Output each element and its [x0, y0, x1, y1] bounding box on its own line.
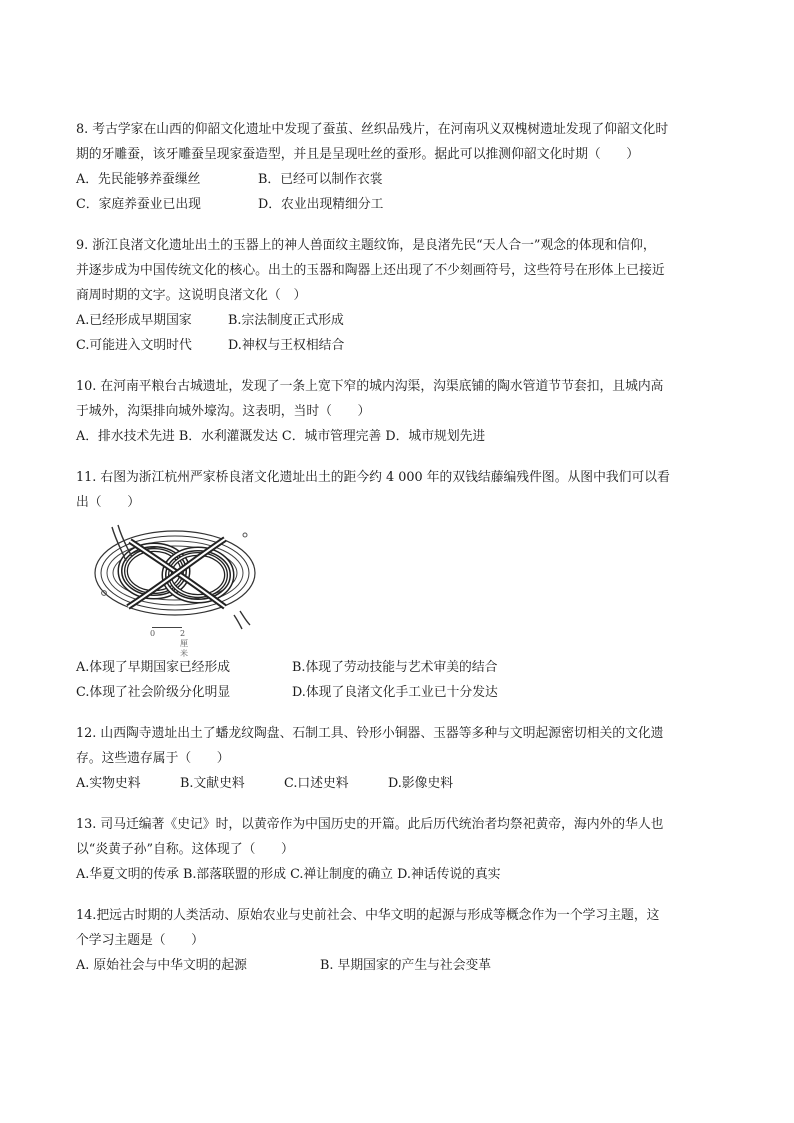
stem-line: 出（ ）	[76, 495, 140, 510]
option-row	[76, 333, 726, 358]
stem-line: 8. 考古学家在山西的仰韶文化遗址中发现了蚕茧、丝织品残片，在河南巩义双槐树遗址发现了仰韶文化时	[76, 122, 669, 137]
options-a-to-d[interactable]: A.华夏文明的传承 B.部落联盟的形成 C.禅让制度的确立 D.神话传说的真实	[76, 867, 501, 882]
option-a[interactable]: A.已经形成早期国家	[76, 313, 192, 328]
question-11-stem	[76, 465, 726, 515]
scale-zero: 0	[150, 629, 156, 638]
option-a[interactable]: A. 原始社会与中华文明的起源	[76, 958, 247, 973]
question-10-stem	[76, 374, 726, 424]
question-10	[76, 374, 726, 449]
question-12	[76, 721, 726, 796]
stem-line: 以“炎黄子孙”自称。这体现了（ ）	[76, 842, 294, 857]
question-12-stem	[76, 721, 726, 771]
question-9-stem	[76, 233, 726, 308]
stem-line: 期的牙雕蚕，该牙雕蚕呈现家蚕造型，并且是呈现吐丝的蚕形。据此可以推测仰韶文化时期（ ）	[76, 147, 640, 162]
option-d[interactable]: D.神权与王权相结合	[228, 338, 345, 353]
question-8-stem	[76, 117, 726, 167]
option-row	[76, 424, 726, 449]
question-14-stem	[76, 903, 726, 953]
question-8	[76, 117, 726, 217]
stem-line: 商周时期的文字。这说明良渚文化（ ）	[76, 288, 307, 303]
question-9	[76, 233, 726, 358]
option-d[interactable]: D.影像史料	[388, 776, 454, 791]
question-13	[76, 812, 726, 887]
exam-page	[76, 117, 726, 978]
option-c[interactable]: C．家庭养蚕业已出现	[76, 197, 201, 212]
stem-line: 14.把远古时期的人类活动、原始农业与史前社会、中华文明的起源与形成等概念作为一个学习主题，这	[76, 908, 660, 923]
scale-bar	[152, 627, 182, 628]
option-row	[76, 655, 726, 680]
stem-line: 并逐步成为中国传统文化的核心。出土的玉器和陶器上还出现了不少刻画符号，这些符号在形体上已接近	[76, 263, 665, 278]
stem-line: 12. 山西陶寺遗址出土了蟠龙纹陶盘、石制工具、铃形小铜器、玉器等多种与文明起源密切相关的文化遗	[76, 726, 664, 741]
option-b[interactable]: B. 早期国家的产生与社会变革	[320, 958, 492, 973]
question-11	[76, 465, 726, 705]
stem-line: 9. 浙江良渚文化遗址出土的玉器上的神人兽面纹主题纹饰，是良渚先民“天人合一”观念的体现和信仰，	[76, 238, 656, 253]
option-c[interactable]: C.可能进入文明时代	[76, 338, 192, 353]
option-row	[76, 192, 726, 217]
options-a-to-d[interactable]: A．排水技术先进 B．水利灌溉发达 C．城市管理完善 D．城市规划先进	[76, 429, 486, 444]
option-row	[76, 862, 726, 887]
option-row	[76, 680, 726, 705]
rattan-knot-figure	[90, 521, 260, 658]
option-row	[76, 308, 726, 333]
option-c[interactable]: C.体现了社会阶级分化明显	[76, 685, 231, 700]
stem-line: 10. 在河南平粮台古城遗址，发现了一条上宽下窄的城内沟渠，沟渠底铺的陶水管道节节套扣，且城内高	[76, 379, 664, 394]
option-c[interactable]: C.口述史料	[284, 776, 349, 791]
option-row	[76, 771, 726, 796]
option-b[interactable]: B.体现了劳动技能与艺术审美的结合	[292, 660, 498, 675]
stem-line: 存。这些遗存属于（ ）	[76, 751, 230, 766]
option-a[interactable]: A.实物史料	[76, 776, 141, 791]
option-row	[76, 953, 726, 978]
stem-line: 个学习主题是（ ）	[76, 933, 204, 948]
option-b[interactable]: B．已经可以制作衣裳	[258, 172, 383, 187]
option-b[interactable]: B.宗法制度正式形成	[228, 313, 344, 328]
question-13-stem	[76, 812, 726, 862]
option-a[interactable]: A.体现了早期国家已经形成	[76, 660, 231, 675]
option-d[interactable]: D．农业出现精细分工	[258, 197, 384, 212]
option-d[interactable]: D.体现了良渚文化手工业已十分发达	[292, 685, 498, 700]
stem-line: 13. 司马迁编著《史记》时，以黄帝作为中国历史的开篇。此后历代统治者均祭祀黄帝，海内外的华人也	[76, 817, 664, 832]
stem-line: 11. 右图为浙江杭州严家桥良渚文化遗址出土的距今约 4 000 年的双钱结藤编残件图。从图中我们可以看	[76, 470, 670, 485]
option-a[interactable]: A．先民能够养蚕缫丝	[76, 172, 201, 187]
double-coin-knot-drawing	[90, 521, 260, 631]
scale-unit: 2厘米	[180, 629, 188, 658]
stem-line: 于城外，沟渠排向城外壕沟。这表明，当时（ ）	[76, 404, 371, 419]
option-b[interactable]: B.文献史料	[180, 776, 245, 791]
option-row	[76, 167, 726, 192]
question-14	[76, 903, 726, 978]
